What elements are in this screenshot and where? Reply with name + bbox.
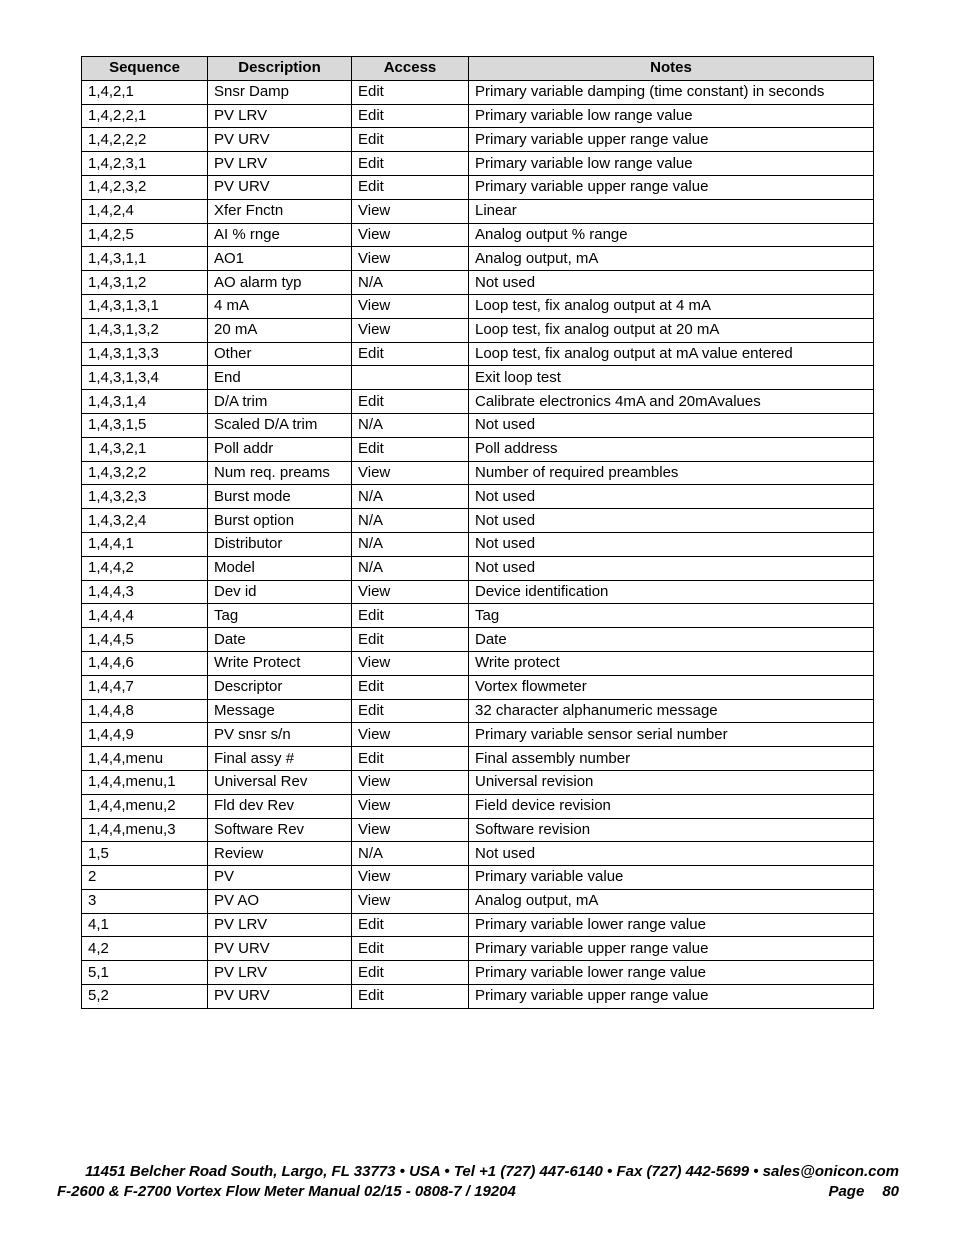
cell-notes: Number of required preambles <box>469 461 874 485</box>
table-row <box>82 937 874 961</box>
cell-description: Other <box>208 342 352 366</box>
cell-notes: Linear <box>469 199 874 223</box>
cell-access: N/A <box>352 532 469 556</box>
cell-description: Num req. preams <box>208 461 352 485</box>
cell-access: View <box>352 580 469 604</box>
cell-description: Tag <box>208 604 352 628</box>
table-row <box>82 175 874 199</box>
cell-sequence: 1,4,4,4 <box>82 604 208 628</box>
page-number: 80 <box>882 1183 899 1200</box>
cell-access: N/A <box>352 271 469 295</box>
cell-notes: Calibrate electronics 4mA and 20mAvalues <box>469 390 874 414</box>
table-row <box>82 461 874 485</box>
cell-access: Edit <box>352 152 469 176</box>
cell-sequence: 4,2 <box>82 937 208 961</box>
table-row <box>82 413 874 437</box>
cell-notes: Primary variable upper range value <box>469 937 874 961</box>
page-label: Page <box>828 1183 865 1200</box>
table-row <box>82 699 874 723</box>
cell-notes: Poll address <box>469 437 874 461</box>
table-row <box>82 556 874 580</box>
cell-sequence: 1,4,4,1 <box>82 532 208 556</box>
cell-description: PV snsr s/n <box>208 723 352 747</box>
menu-sequence-table <box>81 56 874 1009</box>
cell-description: End <box>208 366 352 390</box>
table-row <box>82 271 874 295</box>
cell-notes: Primary variable lower range value <box>469 961 874 985</box>
cell-notes: Not used <box>469 413 874 437</box>
column-header-sequence: Sequence <box>82 57 208 81</box>
cell-notes: Device identification <box>469 580 874 604</box>
cell-sequence: 1,4,4,6 <box>82 651 208 675</box>
cell-sequence: 1,4,2,1 <box>82 80 208 104</box>
column-header-notes: Notes <box>469 57 874 81</box>
cell-notes: Date <box>469 628 874 652</box>
cell-access: Edit <box>352 961 469 985</box>
table-row <box>82 342 874 366</box>
cell-notes: Loop test, fix analog output at 20 mA <box>469 318 874 342</box>
cell-notes: Primary variable upper range value <box>469 175 874 199</box>
cell-access: View <box>352 294 469 318</box>
cell-description: PV AO <box>208 889 352 913</box>
cell-access: N/A <box>352 413 469 437</box>
cell-access: Edit <box>352 390 469 414</box>
cell-sequence: 1,4,4,2 <box>82 556 208 580</box>
table-row <box>82 842 874 866</box>
cell-notes: Not used <box>469 509 874 533</box>
cell-sequence: 1,4,2,2,2 <box>82 128 208 152</box>
cell-access: Edit <box>352 985 469 1009</box>
cell-sequence: 1,4,3,1,3,3 <box>82 342 208 366</box>
cell-notes: Tag <box>469 604 874 628</box>
cell-access: Edit <box>352 699 469 723</box>
cell-access: Edit <box>352 675 469 699</box>
cell-access: Edit <box>352 747 469 771</box>
cell-notes: Primary variable low range value <box>469 104 874 128</box>
cell-description: PV URV <box>208 128 352 152</box>
table-row <box>82 580 874 604</box>
cell-notes: Not used <box>469 842 874 866</box>
table-row <box>82 223 874 247</box>
cell-description: AI % rnge <box>208 223 352 247</box>
table-row <box>82 818 874 842</box>
cell-description: Message <box>208 699 352 723</box>
table-row <box>82 152 874 176</box>
cell-access: View <box>352 818 469 842</box>
cell-notes: Analog output, mA <box>469 247 874 271</box>
cell-description: PV URV <box>208 175 352 199</box>
cell-access: Edit <box>352 628 469 652</box>
cell-access: Edit <box>352 913 469 937</box>
cell-description: Distributor <box>208 532 352 556</box>
cell-sequence: 1,4,4,menu,3 <box>82 818 208 842</box>
cell-notes: Analog output % range <box>469 223 874 247</box>
table-row <box>82 770 874 794</box>
cell-access: N/A <box>352 556 469 580</box>
table-row <box>82 747 874 771</box>
cell-sequence: 1,4,2,3,1 <box>82 152 208 176</box>
cell-sequence: 1,4,2,3,2 <box>82 175 208 199</box>
table-row <box>82 723 874 747</box>
cell-description: Burst option <box>208 509 352 533</box>
table-row <box>82 961 874 985</box>
cell-description: AO alarm typ <box>208 271 352 295</box>
cell-sequence: 1,4,2,2,1 <box>82 104 208 128</box>
table-row <box>82 509 874 533</box>
cell-access: View <box>352 318 469 342</box>
cell-sequence: 1,4,3,1,1 <box>82 247 208 271</box>
cell-sequence: 1,4,4,menu,1 <box>82 770 208 794</box>
cell-notes: Primary variable low range value <box>469 152 874 176</box>
table-row <box>82 675 874 699</box>
cell-notes: Primary variable upper range value <box>469 128 874 152</box>
cell-sequence: 1,4,4,8 <box>82 699 208 723</box>
cell-sequence: 2 <box>82 866 208 890</box>
cell-sequence: 1,4,3,1,4 <box>82 390 208 414</box>
cell-notes: Primary variable lower range value <box>469 913 874 937</box>
cell-description: Scaled D/A trim <box>208 413 352 437</box>
cell-sequence: 1,4,4,menu <box>82 747 208 771</box>
cell-sequence: 1,4,4,7 <box>82 675 208 699</box>
cell-notes: Not used <box>469 532 874 556</box>
cell-sequence: 1,5 <box>82 842 208 866</box>
cell-access: N/A <box>352 485 469 509</box>
cell-sequence: 1,4,3,2,2 <box>82 461 208 485</box>
cell-access: View <box>352 866 469 890</box>
cell-description: Poll addr <box>208 437 352 461</box>
cell-access: View <box>352 794 469 818</box>
cell-sequence: 1,4,3,1,2 <box>82 271 208 295</box>
cell-description: Write Protect <box>208 651 352 675</box>
cell-notes: Exit loop test <box>469 366 874 390</box>
cell-access: View <box>352 247 469 271</box>
table-row <box>82 247 874 271</box>
cell-notes: Write protect <box>469 651 874 675</box>
table-row <box>82 199 874 223</box>
table-row <box>82 128 874 152</box>
cell-notes: Universal revision <box>469 770 874 794</box>
table-row <box>82 437 874 461</box>
table-row <box>82 318 874 342</box>
cell-access: Edit <box>352 104 469 128</box>
cell-notes: Field device revision <box>469 794 874 818</box>
footer-address: 11451 Belcher Road South, Largo, FL 33773 • USA • Tel +1 (727) 447-6140 • Fax (727) 442-5699 • sales@onicon.com <box>85 1163 899 1180</box>
cell-description: Date <box>208 628 352 652</box>
cell-access: View <box>352 889 469 913</box>
table-row <box>82 794 874 818</box>
cell-sequence: 3 <box>82 889 208 913</box>
cell-sequence: 1,4,2,5 <box>82 223 208 247</box>
cell-sequence: 1,4,4,3 <box>82 580 208 604</box>
cell-notes: Final assembly number <box>469 747 874 771</box>
cell-notes: Not used <box>469 556 874 580</box>
cell-notes: Not used <box>469 271 874 295</box>
cell-sequence: 1,4,2,4 <box>82 199 208 223</box>
cell-notes: Primary variable sensor serial number <box>469 723 874 747</box>
table-row <box>82 913 874 937</box>
cell-notes: Analog output, mA <box>469 889 874 913</box>
cell-access: View <box>352 651 469 675</box>
cell-sequence: 1,4,3,2,4 <box>82 509 208 533</box>
cell-access: View <box>352 770 469 794</box>
cell-access: N/A <box>352 509 469 533</box>
cell-sequence: 1,4,4,menu,2 <box>82 794 208 818</box>
cell-sequence: 4,1 <box>82 913 208 937</box>
cell-description: Dev id <box>208 580 352 604</box>
cell-description: Xfer Fnctn <box>208 199 352 223</box>
cell-sequence: 1,4,3,1,3,2 <box>82 318 208 342</box>
cell-description: Snsr Damp <box>208 80 352 104</box>
cell-notes: Not used <box>469 485 874 509</box>
cell-notes: Loop test, fix analog output at mA value entered <box>469 342 874 366</box>
cell-access: Edit <box>352 80 469 104</box>
cell-notes: Vortex flowmeter <box>469 675 874 699</box>
cell-access: Edit <box>352 342 469 366</box>
cell-access: View <box>352 199 469 223</box>
cell-description: PV LRV <box>208 104 352 128</box>
table-row <box>82 889 874 913</box>
cell-access: Edit <box>352 604 469 628</box>
column-header-description: Description <box>208 57 352 81</box>
cell-sequence: 1,4,3,2,1 <box>82 437 208 461</box>
cell-access: Edit <box>352 128 469 152</box>
cell-description: Final assy # <box>208 747 352 771</box>
cell-access: View <box>352 723 469 747</box>
cell-description: PV LRV <box>208 961 352 985</box>
cell-notes: Loop test, fix analog output at 4 mA <box>469 294 874 318</box>
cell-description: Descriptor <box>208 675 352 699</box>
table-row <box>82 366 874 390</box>
cell-description: Universal Rev <box>208 770 352 794</box>
cell-access: View <box>352 223 469 247</box>
cell-sequence: 1,4,4,9 <box>82 723 208 747</box>
manual-title: F-2600 & F-2700 Vortex Flow Meter Manual 02/15 - 0808-7 / 19204 <box>57 1183 516 1200</box>
table-row <box>82 651 874 675</box>
cell-access: Edit <box>352 937 469 961</box>
cell-description: PV LRV <box>208 152 352 176</box>
table-row <box>82 604 874 628</box>
cell-sequence: 1,4,3,2,3 <box>82 485 208 509</box>
table-row <box>82 866 874 890</box>
table-row <box>82 80 874 104</box>
table-row <box>82 294 874 318</box>
table-row <box>82 390 874 414</box>
cell-description: D/A trim <box>208 390 352 414</box>
cell-access: Edit <box>352 437 469 461</box>
cell-sequence: 5,1 <box>82 961 208 985</box>
table-row <box>82 628 874 652</box>
cell-description: PV URV <box>208 937 352 961</box>
cell-access: View <box>352 461 469 485</box>
table-row <box>82 985 874 1009</box>
table-row <box>82 532 874 556</box>
cell-description: PV <box>208 866 352 890</box>
cell-description: 4 mA <box>208 294 352 318</box>
table-body <box>82 80 874 1008</box>
cell-description: PV LRV <box>208 913 352 937</box>
cell-notes: Software revision <box>469 818 874 842</box>
cell-sequence: 1,4,3,1,3,1 <box>82 294 208 318</box>
cell-sequence: 1,4,3,1,5 <box>82 413 208 437</box>
table-header-row <box>82 57 874 81</box>
cell-description: AO1 <box>208 247 352 271</box>
cell-notes: Primary variable upper range value <box>469 985 874 1009</box>
cell-sequence: 5,2 <box>82 985 208 1009</box>
page-indicator <box>828 1183 899 1201</box>
cell-notes: Primary variable damping (time constant) in seconds <box>469 80 874 104</box>
cell-description: 20 mA <box>208 318 352 342</box>
footer-manual-info <box>57 1183 899 1201</box>
cell-description: Burst mode <box>208 485 352 509</box>
cell-notes: Primary variable value <box>469 866 874 890</box>
table-row <box>82 485 874 509</box>
cell-description: Review <box>208 842 352 866</box>
cell-access: N/A <box>352 842 469 866</box>
cell-sequence: 1,4,3,1,3,4 <box>82 366 208 390</box>
cell-description: Model <box>208 556 352 580</box>
column-header-access: Access <box>352 57 469 81</box>
cell-notes: 32 character alphanumeric message <box>469 699 874 723</box>
cell-access: Edit <box>352 175 469 199</box>
cell-sequence: 1,4,4,5 <box>82 628 208 652</box>
table-row <box>82 104 874 128</box>
cell-description: Fld dev Rev <box>208 794 352 818</box>
cell-description: PV URV <box>208 985 352 1009</box>
cell-description: Software Rev <box>208 818 352 842</box>
cell-access <box>352 366 469 390</box>
